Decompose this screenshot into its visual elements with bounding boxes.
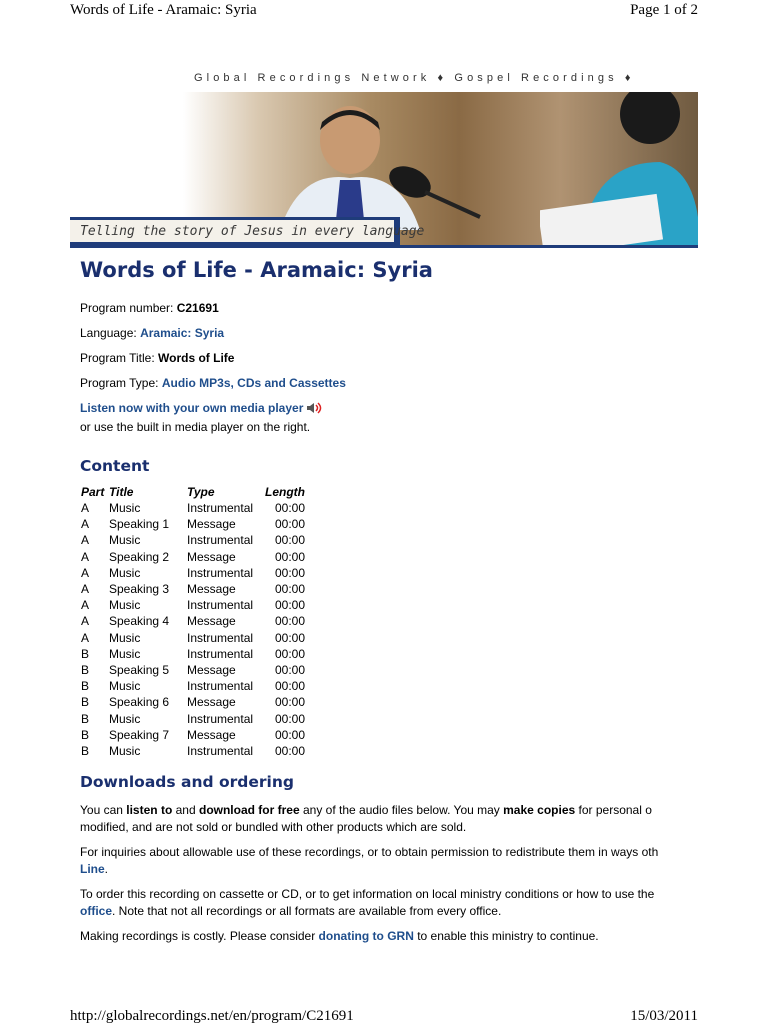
track-title: Speaking 4	[109, 614, 170, 629]
track-part: B	[81, 646, 90, 661]
track-part: A	[81, 630, 90, 645]
track-length: 00:00	[274, 549, 306, 564]
track-row	[81, 532, 315, 548]
track-type: Instrumental	[187, 711, 254, 726]
track-part: A	[81, 565, 90, 580]
tracks-body	[81, 500, 315, 759]
track-type: Message	[187, 549, 236, 564]
speaker-icon[interactable]	[306, 402, 324, 419]
track-type: Instrumental	[187, 744, 254, 759]
listen-note: or use the built in media player on the right.	[80, 420, 311, 434]
print-header-title: Words of Life - Aramaic: Syria	[70, 1, 257, 18]
track-row	[81, 678, 315, 694]
track-length: 00:00	[274, 501, 306, 515]
track-length: 00:00	[274, 630, 306, 645]
track-length: 00:00	[274, 614, 306, 629]
print-footer-date: 15/03/2011	[630, 1007, 698, 1024]
track-title: Music	[109, 744, 141, 759]
track-length: 00:00	[274, 598, 306, 613]
track-title: Speaking 6	[109, 695, 170, 710]
track-title: Music	[109, 646, 141, 661]
p1-bold-download: download for free	[198, 803, 300, 818]
track-type: Message	[187, 695, 236, 710]
p1-line-2: modified, and are not sold or bundled with other products which are sold.	[80, 820, 467, 835]
track-row	[81, 694, 315, 710]
downloads-para-1	[80, 802, 698, 836]
p1-text-4: for personal o	[575, 803, 652, 818]
track-type: Instrumental	[187, 598, 254, 613]
print-footer-url: http://globalrecordings.net/en/program/C21691	[70, 1007, 354, 1024]
downloads-para-4	[80, 928, 698, 945]
track-row	[81, 711, 315, 727]
downloads-para-3	[80, 886, 698, 920]
page-title: Words of Life - Aramaic: Syria	[80, 258, 433, 282]
track-length: 00:00	[274, 695, 306, 710]
track-type: Message	[187, 663, 236, 678]
track-row	[81, 630, 315, 646]
col-part: Part	[81, 484, 105, 499]
track-row	[81, 500, 315, 516]
track-type: Instrumental	[187, 533, 254, 548]
col-title: Title	[109, 484, 134, 499]
track-length: 00:00	[274, 663, 306, 678]
track-row	[81, 662, 315, 678]
p3-end: . Note that not all recordings or all formats are available from every office.	[112, 904, 502, 919]
track-title: Speaking 2	[109, 549, 170, 564]
track-row	[81, 613, 315, 629]
listen-block	[80, 400, 698, 436]
track-title: Music	[109, 565, 141, 580]
track-type: Message	[187, 614, 236, 629]
track-row	[81, 597, 315, 613]
track-length: 00:00	[274, 582, 306, 597]
track-title: Speaking 5	[109, 663, 170, 678]
track-row	[81, 549, 315, 565]
print-header-page: Page 1 of 2	[630, 1, 698, 18]
listen-now-link[interactable]: Listen now with your own media player	[80, 401, 304, 415]
track-length: 00:00	[274, 744, 306, 759]
track-part: A	[81, 582, 90, 597]
track-type: Instrumental	[187, 646, 254, 661]
p1-text-2: and	[172, 803, 199, 818]
track-part: A	[81, 549, 90, 564]
track-title: Music	[109, 501, 141, 515]
downloads-heading: Downloads and ordering	[80, 773, 294, 792]
program-number-row	[80, 296, 698, 321]
downloads-para-2	[80, 844, 698, 878]
track-part: A	[81, 614, 90, 629]
track-title: Music	[109, 711, 141, 726]
track-part: A	[81, 501, 90, 515]
p2-end: .	[104, 862, 109, 877]
track-title: Music	[109, 598, 141, 613]
program-type-row	[80, 371, 698, 396]
p1-bold-listen: listen to	[126, 803, 173, 818]
track-part: B	[81, 744, 90, 759]
tagline: Telling the story of Jesus in every language	[80, 224, 425, 239]
content-heading: Content	[80, 457, 150, 475]
track-length: 00:00	[274, 679, 306, 694]
program-type-link[interactable]: Audio MP3s, CDs and Cassettes	[161, 376, 346, 390]
track-length: 00:00	[274, 533, 306, 548]
track-type: Message	[187, 727, 236, 742]
program-number-label: Program number:	[80, 301, 177, 315]
p1-text-1: You can	[80, 803, 127, 818]
language-link[interactable]: Aramaic: Syria	[140, 326, 225, 340]
program-type-label: Program Type:	[80, 376, 162, 390]
track-part: B	[81, 711, 90, 726]
track-type: Instrumental	[187, 501, 254, 515]
col-type: Type	[187, 484, 215, 499]
track-length: 00:00	[274, 711, 306, 726]
track-length: 00:00	[274, 565, 306, 580]
col-length: Length	[265, 484, 305, 499]
site-nav[interactable]: Global Recordings Network ♦ Gospel Recordings ♦	[194, 72, 635, 84]
track-type: Instrumental	[187, 565, 254, 580]
donate-link[interactable]: donating to GRN	[318, 929, 414, 944]
tagline-bar	[70, 217, 425, 245]
track-part: B	[81, 727, 90, 742]
p2-line-1: For inquiries about allowable use of these recordings, or to obtain permission to redistribute them in ways oth	[80, 845, 659, 860]
track-row	[81, 565, 315, 581]
track-length: 00:00	[274, 727, 306, 742]
main-content	[80, 252, 698, 945]
print-footer	[70, 1006, 698, 1026]
program-title-row	[80, 346, 698, 371]
track-part: B	[81, 679, 90, 694]
track-part: B	[81, 663, 90, 678]
track-part: A	[81, 533, 90, 548]
track-title: Music	[109, 679, 141, 694]
contact-line-link[interactable]: Line	[80, 862, 105, 877]
tracks-header-row	[81, 483, 315, 500]
language-label: Language:	[80, 326, 141, 340]
track-row	[81, 646, 315, 662]
language-row	[80, 321, 698, 346]
tracks-table	[81, 483, 315, 759]
track-title: Speaking 1	[109, 517, 170, 532]
banner-person-right	[540, 92, 698, 248]
track-type: Instrumental	[187, 679, 254, 694]
p1-text-3: any of the audio files below. You may	[299, 803, 504, 818]
track-row	[81, 727, 315, 743]
office-link[interactable]: office	[80, 904, 113, 919]
track-title: Speaking 7	[109, 727, 170, 742]
track-row	[81, 743, 315, 759]
microphone-icon	[370, 152, 490, 222]
track-part: B	[81, 695, 90, 710]
track-type: Message	[187, 517, 236, 532]
program-title-value: Words of Life	[158, 351, 235, 365]
p4-text-1: Making recordings is costly. Please consider	[80, 929, 319, 944]
banner-divider	[70, 245, 698, 248]
p1-bold-copies: make copies	[503, 803, 576, 818]
track-length: 00:00	[274, 517, 306, 532]
track-type: Message	[187, 582, 236, 597]
track-row	[81, 516, 315, 532]
track-length: 00:00	[274, 646, 306, 661]
p4-text-2: to enable this ministry to continue.	[413, 929, 599, 944]
track-title: Speaking 3	[109, 582, 170, 597]
track-part: A	[81, 598, 90, 613]
track-title: Music	[109, 533, 141, 548]
track-row	[81, 581, 315, 597]
track-type: Instrumental	[187, 630, 254, 645]
program-title-label: Program Title:	[80, 351, 159, 365]
track-part: A	[81, 517, 90, 532]
print-header	[70, 0, 698, 20]
p3-line-1: To order this recording on cassette or CD, or to get information on local ministry conditions or how to use the	[80, 887, 655, 902]
track-title: Music	[109, 630, 141, 645]
program-number-value: C21691	[176, 301, 219, 315]
